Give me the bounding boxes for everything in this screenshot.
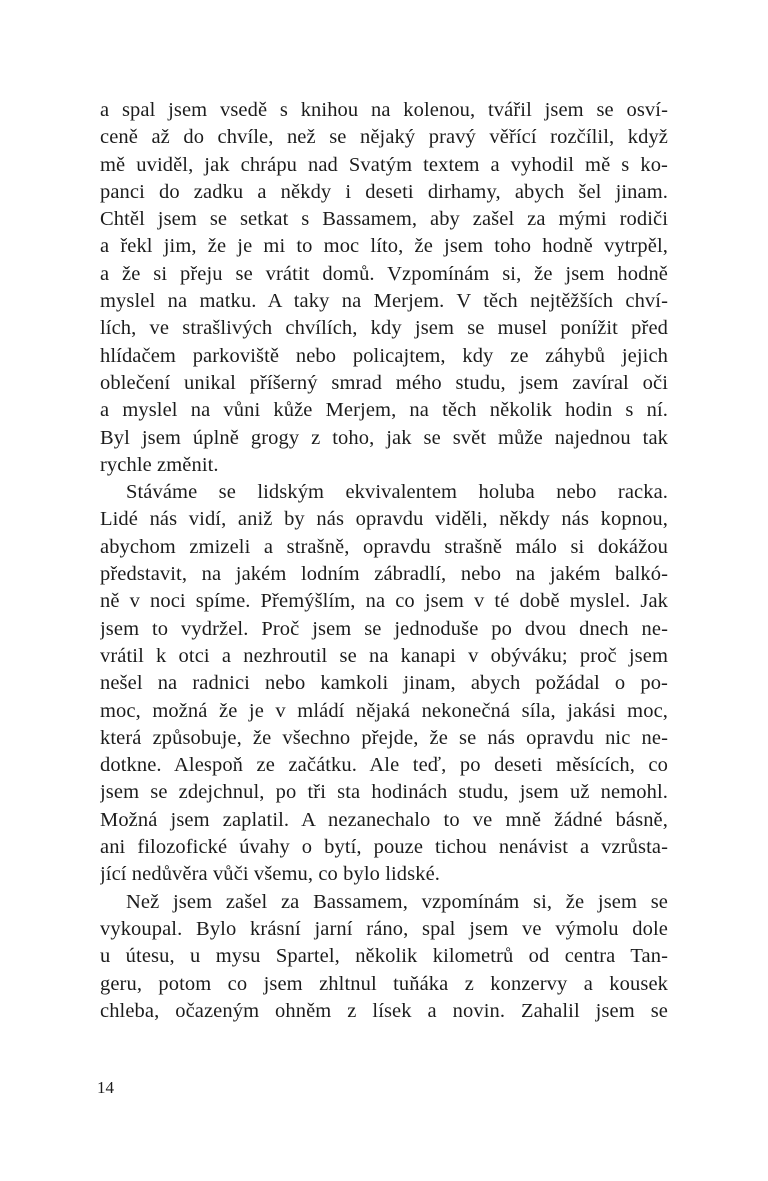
text-line: dotkne. Alespoň ze začátku. Ale teď, po deseti měsících, co — [100, 754, 668, 777]
page-number: 14 — [97, 1078, 114, 1097]
text-line: Lidé nás vidí, aniž by nás opravdu viděli, někdy nás kopnou, — [100, 508, 668, 531]
text-line: myslel na matku. A taky na Merjem. V těch nejtěžších chví- — [100, 290, 668, 313]
text-line: Byl jsem úplně grogy z toho, jak se svět může najednou tak — [100, 426, 668, 449]
text-line: nešel na radnici nebo kamkoli jinam, abych požádal o po- — [100, 672, 668, 695]
text-line: jsem to vydržel. Proč jsem se jednoduše po dvou dnech ne- — [100, 617, 668, 640]
text-line: a myslel na vůni kůže Merjem, na těch několik hodin s ní. — [100, 399, 668, 422]
text-line: jsem se zdejchnul, po tři sta hodinách studu, jsem už nemohl. — [100, 781, 668, 804]
paragraph — [100, 97, 668, 479]
text-line: a řekl jim, že je mi to moc líto, že jsem toho hodně vytrpěl, — [100, 235, 668, 258]
text-line: ceně až do chvíle, než se nějaký pravý věřící rozčílil, když — [100, 126, 668, 149]
text-line: panci do zadku a někdy i deseti dirhamy, abych šel jinam. — [100, 180, 668, 203]
text-line: představit, na jakém lodním zábradlí, nebo na jakém balkó- — [100, 563, 668, 586]
text-line: hlídačem parkoviště nebo policajtem, kdy ze záhybů jejich — [100, 344, 668, 367]
text-line: která způsobuje, že všechno přejde, že se nás opravdu nic ne- — [100, 726, 668, 749]
text-line: moc, možná že je v mládí nějaká nekonečná síla, jakási moc, — [100, 699, 668, 722]
text-line: oblečení unikal příšerný smrad mého studu, jsem zavíral oči — [100, 371, 668, 394]
text-line: Než jsem zašel za Bassamem, vzpomínám si, že jsem se — [126, 890, 668, 913]
text-line: chleba, očazeným ohněm z lísek a novin. Zahalil jsem se — [100, 999, 668, 1022]
text-line: mě uviděl, jak chrápu nad Svatým textem a vyhodil mě s ko- — [100, 153, 668, 176]
page-text — [100, 97, 668, 1025]
text-line: Stáváme se lidským ekvivalentem holuba nebo racka. — [126, 481, 668, 504]
text-line: jící nedůvěra vůči všemu, co bylo lidské. — [100, 863, 440, 886]
text-line: ani filozofické úvahy o bytí, pouze tichou nenávist a vzrůsta- — [100, 836, 668, 859]
text-line: u útesu, u mysu Spartel, několik kilometrů od centra Tan- — [100, 945, 668, 968]
text-line: Možná jsem zaplatil. A nezanechalo to ve mně žádné básně, — [100, 808, 668, 831]
text-line: ně v noci spíme. Přemýšlím, na co jsem v té době myslel. Jak — [100, 590, 668, 613]
text-line: rychle změnit. — [100, 453, 219, 476]
paragraph — [100, 889, 668, 1025]
text-line: lích, ve strašlivých chvílích, kdy jsem se musel ponížit před — [100, 317, 668, 340]
text-line: a spal jsem vsedě s knihou na kolenou, tvářil jsem se osví- — [100, 99, 668, 121]
text-line: Chtěl jsem se setkat s Bassamem, aby zašel za mými rodiči — [100, 208, 668, 231]
text-line: vykoupal. Bylo krásní jarní ráno, spal jsem ve výmolu dole — [100, 917, 668, 940]
text-line: abychom zmizeli a strašně, opravdu strašně málo si dokážou — [100, 535, 668, 558]
text-line: vrátil k otci a nezhroutil se na kanapi v obýváku; proč jsem — [100, 644, 668, 667]
text-line: a že si přeju se vrátit domů. Vzpomínám si, že jsem hodně — [100, 262, 668, 285]
paragraph — [100, 479, 668, 888]
text-line: geru, potom co jsem zhltnul tuňáka z konzervy a kousek — [100, 972, 668, 995]
